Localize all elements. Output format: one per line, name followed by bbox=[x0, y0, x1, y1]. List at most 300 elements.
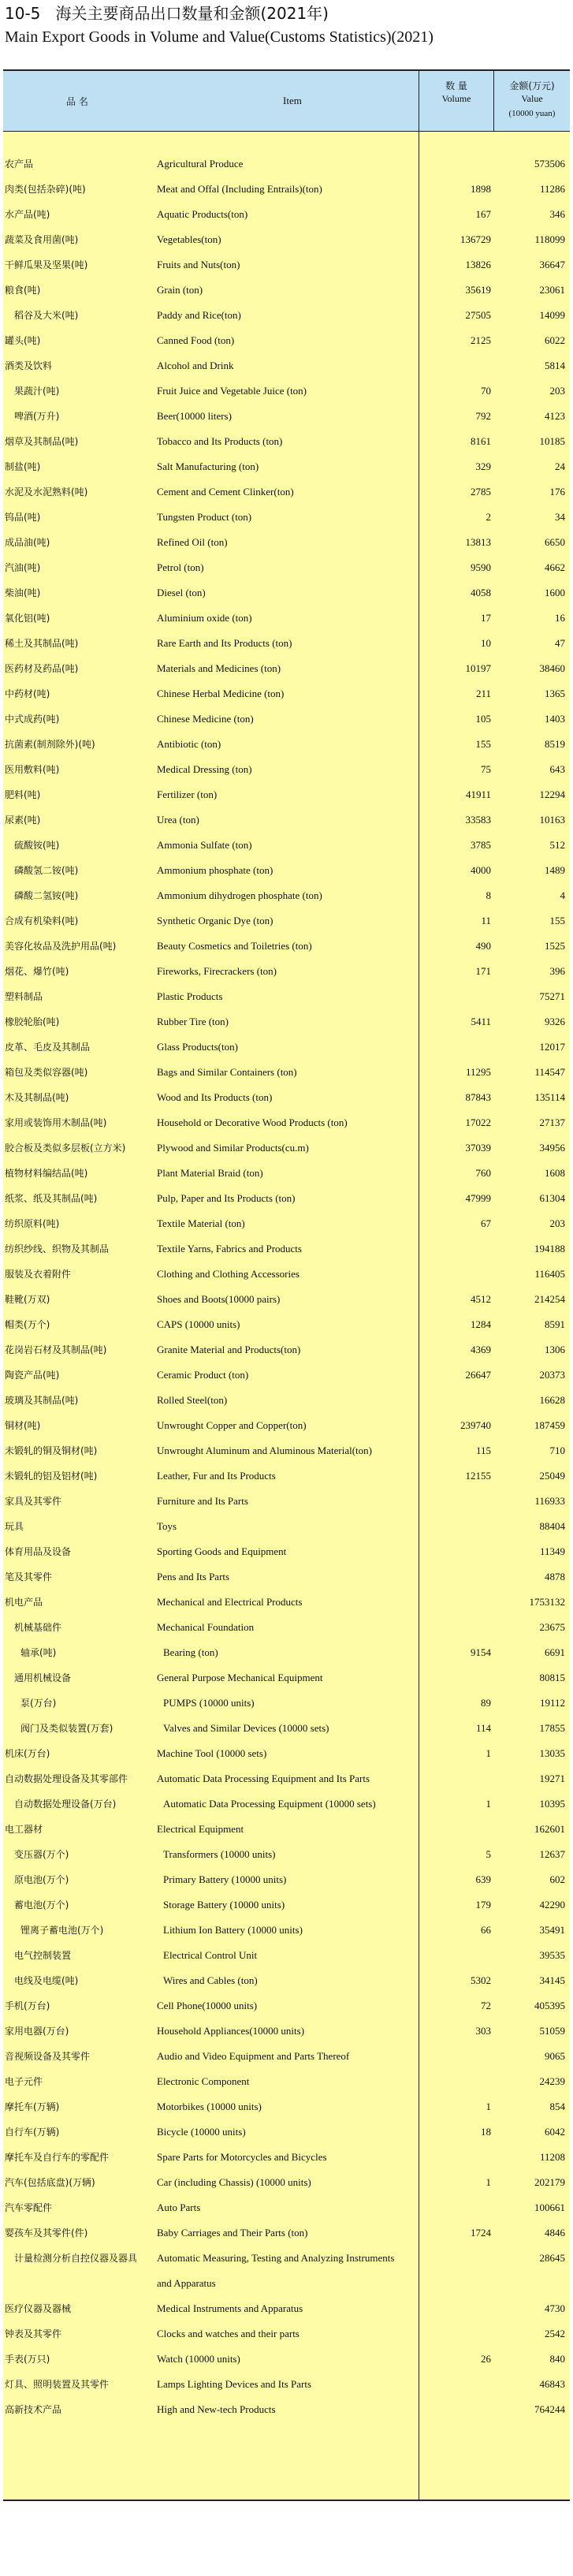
row-item-en: Rare Earth and Its Products (ton) bbox=[157, 637, 292, 649]
row-value: 25049 bbox=[539, 1470, 565, 1482]
table-row bbox=[3, 883, 570, 908]
table-row bbox=[3, 1413, 570, 1438]
row-item-en: Ammonia Sulfate (ton) bbox=[157, 839, 252, 851]
row-item-en: CAPS (10000 units) bbox=[157, 1318, 240, 1330]
row-item-en: Household or Decorative Wood Products (ton) bbox=[157, 1117, 348, 1128]
table-row bbox=[3, 1817, 570, 1842]
row-volume: 2125 bbox=[471, 334, 491, 346]
row-value: 6691 bbox=[545, 1646, 565, 1658]
row-item-cn: 酒类及饮料 bbox=[5, 360, 53, 371]
row-item-cn: 花岗岩石材及其制品(吨) bbox=[5, 1344, 107, 1355]
row-value: 4730 bbox=[545, 2302, 565, 2314]
row-item-en: Textile Yarns, Fabrics and Products bbox=[157, 1243, 302, 1254]
row-item-en: Furniture and Its Parts bbox=[157, 1495, 248, 1507]
table-row bbox=[3, 1009, 570, 1035]
row-item-cn: 烟草及其制品(吨) bbox=[5, 436, 79, 447]
row-item-en: Mechanical Foundation bbox=[157, 1621, 255, 1633]
row-value: 8519 bbox=[545, 738, 565, 750]
row-volume: 2 bbox=[486, 511, 491, 523]
row-item-en: Leather, Fur and Its Products bbox=[157, 1470, 276, 1482]
row-item-en: Aquatic Products(ton) bbox=[157, 208, 248, 220]
row-value: 42290 bbox=[539, 1899, 565, 1911]
table-row bbox=[3, 303, 570, 328]
row-volume: 1724 bbox=[471, 2227, 491, 2239]
row-value: 27137 bbox=[539, 1117, 565, 1128]
header-item-en: Item bbox=[283, 95, 302, 106]
row-volume: 5302 bbox=[471, 1974, 491, 1986]
table-row bbox=[3, 706, 570, 732]
row-item-cn: 粮食(吨) bbox=[5, 285, 41, 296]
row-item-cn: 磷酸二氢铵(吨) bbox=[14, 890, 79, 901]
row-value: 4662 bbox=[545, 561, 565, 573]
row-volume: 10197 bbox=[465, 662, 491, 674]
row-value: 203 bbox=[549, 1217, 565, 1229]
row-volume: 17022 bbox=[465, 1117, 491, 1128]
row-item-en: Automatic Data Processing Equipment and Its Parts bbox=[157, 1773, 370, 1784]
row-volume: 2785 bbox=[471, 486, 491, 498]
table-row bbox=[3, 151, 570, 177]
row-volume: 115 bbox=[475, 1445, 491, 1456]
row-item-cn: 机电产品 bbox=[5, 1597, 43, 1608]
row-value: 35491 bbox=[539, 1924, 565, 1936]
row-volume: 47999 bbox=[465, 1192, 491, 1204]
row-item-en: Auto Parts bbox=[157, 2201, 201, 2213]
row-value: 155 bbox=[549, 915, 565, 926]
table-row bbox=[3, 1892, 570, 1918]
row-item-en: Diesel (ton) bbox=[157, 587, 206, 598]
row-item-en: Beer(10000 liters) bbox=[157, 410, 232, 422]
row-volume: 4512 bbox=[471, 1293, 491, 1305]
row-item-en: Electrical Equipment bbox=[157, 1823, 244, 1835]
row-item-cn: 尿素(吨) bbox=[5, 815, 41, 826]
row-item-cn: 钟表及其零件 bbox=[5, 2328, 62, 2339]
row-value: 38460 bbox=[539, 662, 565, 674]
row-item-en: Unwrought Copper and Copper(ton) bbox=[157, 1419, 307, 1431]
row-volume: 37039 bbox=[465, 1142, 491, 1154]
table-title-cn bbox=[5, 2, 568, 25]
row-value: 34 bbox=[555, 511, 565, 523]
table-row bbox=[3, 1312, 570, 1337]
row-volume: 1898 bbox=[471, 183, 491, 195]
row-value: 1753132 bbox=[529, 1596, 565, 1608]
row-value: 114547 bbox=[534, 1066, 565, 1078]
table-row bbox=[3, 807, 570, 833]
row-item-cn: 成品油(吨) bbox=[5, 537, 50, 548]
row-item-cn: 钨品(吨) bbox=[5, 512, 41, 523]
table-row bbox=[3, 656, 570, 681]
row-item-cn: 手表(万只) bbox=[5, 2354, 50, 2365]
table-row bbox=[3, 1110, 570, 1135]
table-row bbox=[3, 1615, 570, 1640]
row-item-en: Wires and Cables (ton) bbox=[163, 1974, 258, 1986]
row-item-cn: 家用电器(万台) bbox=[5, 2026, 69, 2037]
row-item-en: Bicycle (10000 units) bbox=[157, 2126, 246, 2138]
row-item-en: Refined Oil (ton) bbox=[157, 536, 228, 548]
table-row bbox=[3, 1388, 570, 1413]
row-item-cn: 蓄电池(万个) bbox=[14, 1899, 69, 1911]
row-value: 854 bbox=[549, 2101, 565, 2112]
row-value: 6650 bbox=[545, 536, 565, 548]
row-item-cn: 笔及其零件 bbox=[5, 1571, 53, 1583]
table-row bbox=[3, 1590, 570, 1615]
table-row bbox=[3, 833, 570, 858]
row-item-en: Pens and Its Parts bbox=[157, 1571, 230, 1583]
row-value: 764244 bbox=[534, 2403, 565, 2415]
row-item-en: Electrical Control Unit bbox=[163, 1949, 258, 1961]
row-value: 39535 bbox=[539, 1949, 565, 1961]
table-row bbox=[3, 1363, 570, 1388]
row-volume: 1 bbox=[486, 2176, 491, 2188]
table-row bbox=[3, 908, 570, 934]
row-volume: 4369 bbox=[471, 1344, 491, 1355]
row-item-en: Ceramic Product (ton) bbox=[157, 1369, 249, 1381]
row-volume: 13826 bbox=[465, 259, 491, 270]
table-row bbox=[3, 1337, 570, 1363]
row-item-cn: 稀土及其制品(吨) bbox=[5, 638, 79, 649]
row-volume: 4000 bbox=[471, 864, 491, 876]
row-volume: 9590 bbox=[471, 561, 491, 573]
table-row bbox=[3, 1539, 570, 1564]
table-row bbox=[3, 555, 570, 580]
row-value: 12294 bbox=[539, 788, 565, 800]
row-item-cn: 纺织纱线、织物及其制品 bbox=[5, 1243, 110, 1254]
row-item-en: Chinese Herbal Medicine (ton) bbox=[157, 688, 285, 699]
row-value: 1403 bbox=[545, 713, 565, 725]
row-value: 16628 bbox=[539, 1394, 565, 1406]
row-item-cn: 音视频设备及其零件 bbox=[5, 2051, 91, 2062]
table-row bbox=[3, 505, 570, 530]
row-volume: 105 bbox=[475, 713, 491, 725]
row-item-en: Lamps Lighting Devices and Its Parts bbox=[157, 2378, 312, 2390]
row-value: 405395 bbox=[534, 2000, 565, 2011]
row-item-cn: 肉类(包括杂碎)(吨) bbox=[5, 184, 86, 195]
column-divider-header bbox=[493, 71, 494, 132]
row-volume: 179 bbox=[475, 1899, 491, 1911]
row-value: 116405 bbox=[534, 1268, 565, 1280]
row-volume: 75 bbox=[481, 763, 491, 775]
row-value: 34956 bbox=[539, 1142, 565, 1154]
row-item-en: Plant Material Braid (ton) bbox=[157, 1167, 263, 1179]
table-row bbox=[3, 2397, 570, 2422]
row-item-en: Unwrought Aluminum and Aluminous Material(ton) bbox=[157, 1445, 372, 1456]
export-goods-table bbox=[3, 69, 570, 2501]
row-value: 203 bbox=[549, 385, 565, 397]
row-item-cn: 电气控制装置 bbox=[14, 1950, 72, 1961]
row-item-cn: 纺织原料(吨) bbox=[5, 1218, 60, 1229]
row-value: 4123 bbox=[545, 410, 565, 422]
row-item-en: Electronic Component bbox=[157, 2075, 250, 2087]
table-row bbox=[3, 1186, 570, 1211]
row-item-en: Plywood and Similar Products(cu.m) bbox=[157, 1142, 309, 1154]
table-row bbox=[3, 681, 570, 706]
row-item-en: Antibiotic (ton) bbox=[157, 738, 221, 750]
row-item-cn: 干鲜瓜果及坚果(吨) bbox=[5, 259, 88, 270]
row-item-cn: 手机(万台) bbox=[5, 2000, 50, 2011]
table-row bbox=[3, 278, 570, 303]
row-value: 23675 bbox=[539, 1621, 565, 1633]
table-row bbox=[3, 2246, 570, 2296]
table-row bbox=[3, 1640, 570, 1665]
table-row bbox=[3, 732, 570, 757]
table-row bbox=[3, 429, 570, 454]
row-item-en: Lithium Ion Battery (10000 units) bbox=[163, 1924, 303, 1936]
row-item-cn: 蔬菜及食用菌(吨) bbox=[5, 234, 79, 245]
row-item-en: Mechanical and Electrical Products bbox=[157, 1596, 303, 1608]
table-row bbox=[3, 1161, 570, 1186]
row-value: 80815 bbox=[539, 1672, 565, 1683]
row-item-cn: 原电池(万个) bbox=[14, 1874, 69, 1885]
row-volume: 5 bbox=[486, 1848, 491, 1860]
row-volume: 13813 bbox=[465, 536, 491, 548]
row-value: 88404 bbox=[539, 1520, 565, 1532]
row-value: 19271 bbox=[539, 1773, 565, 1784]
table-row bbox=[3, 606, 570, 631]
row-volume: 11295 bbox=[465, 1066, 491, 1078]
row-item-cn: 水产品(吨) bbox=[5, 209, 50, 220]
row-volume: 67 bbox=[481, 1217, 491, 1229]
row-value: 187459 bbox=[534, 1419, 565, 1431]
row-item-cn: 摩托车及自行车的零配件 bbox=[5, 2152, 110, 2163]
row-item-en: Synthetic Organic Dye (ton) bbox=[157, 915, 273, 926]
row-value: 1525 bbox=[545, 940, 565, 952]
row-item-en: Cell Phone(10000 units) bbox=[157, 2000, 258, 2011]
row-item-en: Salt Manufacturing (ton) bbox=[157, 460, 259, 472]
row-item-cn: 汽油(吨) bbox=[5, 562, 41, 573]
row-value: 202179 bbox=[534, 2176, 565, 2188]
row-value: 12637 bbox=[539, 1848, 565, 1860]
row-value: 28645 bbox=[539, 2252, 565, 2264]
row-item-cn: 植物材料编结品(吨) bbox=[5, 1168, 88, 1179]
row-item-en: Glass Products(ton) bbox=[157, 1041, 238, 1053]
row-item-en: High and New-tech Products bbox=[157, 2403, 276, 2415]
row-item-cn: 橡胶轮胎(吨) bbox=[5, 1016, 60, 1027]
row-item-en: Wood and Its Products (ton) bbox=[157, 1091, 273, 1103]
row-item-en: Ammonium phosphate (ton) bbox=[157, 864, 273, 876]
row-item-cn: 机床(万台) bbox=[5, 1748, 50, 1759]
header-volume-cn: 数 量 bbox=[445, 80, 467, 91]
table-row bbox=[3, 2372, 570, 2397]
row-item-en: Grain (ton) bbox=[157, 284, 203, 296]
row-item-en: Alcohol and Drink bbox=[157, 360, 234, 371]
row-item-en: Household Appliances(10000 units) bbox=[157, 2025, 305, 2037]
row-value: 573506 bbox=[534, 158, 565, 170]
row-item-cn: 稻谷及大米(吨) bbox=[14, 310, 79, 321]
row-value: 162601 bbox=[534, 1823, 565, 1835]
row-value: 24 bbox=[555, 460, 565, 472]
row-item-en: Canned Food (ton) bbox=[157, 334, 235, 346]
table-row bbox=[3, 959, 570, 984]
row-item-cn: 硫酸铵(吨) bbox=[14, 840, 60, 851]
row-value: 8591 bbox=[545, 1318, 565, 1330]
row-volume: 490 bbox=[475, 940, 491, 952]
table-row bbox=[3, 757, 570, 782]
row-item-en: Petrol (ton) bbox=[157, 561, 204, 573]
row-item-cn: 变压器(万个) bbox=[14, 1849, 69, 1860]
row-value: 13035 bbox=[539, 1747, 565, 1759]
row-volume: 8161 bbox=[471, 435, 491, 447]
row-item-cn: 玻璃及其制品(吨) bbox=[5, 1395, 79, 1406]
table-row bbox=[3, 1842, 570, 1867]
row-item-en: Bags and Similar Containers (ton) bbox=[157, 1066, 297, 1078]
row-item-cn: 氧化铝(吨) bbox=[5, 613, 50, 624]
row-value: 176 bbox=[549, 486, 565, 498]
row-item-cn: 胶合板及类似多层板(立方米) bbox=[5, 1143, 126, 1154]
table-row bbox=[3, 2321, 570, 2347]
row-item-en: Fertilizer (ton) bbox=[157, 788, 218, 800]
row-value: 214254 bbox=[534, 1293, 565, 1305]
row-item-en: Chinese Medicine (ton) bbox=[157, 713, 254, 725]
row-value: 36647 bbox=[539, 259, 565, 270]
row-item-en: Clocks and watches and their parts bbox=[157, 2328, 300, 2339]
row-value: 11349 bbox=[539, 1545, 565, 1557]
row-item-en: Fruits and Nuts(ton) bbox=[157, 259, 240, 270]
row-item-en: Clothing and Clothing Accessories bbox=[157, 1268, 300, 1280]
table-row bbox=[3, 378, 570, 404]
table-row bbox=[3, 404, 570, 429]
row-volume: 760 bbox=[475, 1167, 491, 1179]
row-item-cn: 医药材及药品(吨) bbox=[5, 663, 79, 674]
table-title-en: Main Export Goods in Volume and Value(Customs Statistics)(2021) bbox=[5, 28, 433, 46]
row-item-en: Pulp, Paper and Its Products (ton) bbox=[157, 1192, 296, 1204]
row-volume: 70 bbox=[481, 385, 491, 397]
table-row bbox=[3, 2296, 570, 2321]
header-volume-en: Volume bbox=[441, 93, 471, 104]
row-volume: 66 bbox=[481, 1924, 491, 1936]
table-row bbox=[3, 1766, 570, 1791]
table-row bbox=[3, 2019, 570, 2044]
row-item-en: Medical Dressing (ton) bbox=[157, 763, 252, 775]
row-item-cn: 体育用品及设备 bbox=[5, 1546, 72, 1557]
row-volume: 87843 bbox=[465, 1091, 491, 1103]
table-row bbox=[3, 227, 570, 252]
row-volume: 33583 bbox=[465, 814, 491, 826]
row-item-cn: 鞋靴(万双) bbox=[5, 1294, 50, 1305]
row-volume: 167 bbox=[475, 208, 491, 220]
row-volume: 211 bbox=[475, 688, 491, 699]
row-item-cn: 医疗仪器及器械 bbox=[5, 2303, 72, 2314]
table-row bbox=[3, 1665, 570, 1691]
row-volume: 11 bbox=[481, 915, 491, 926]
table-row bbox=[3, 1968, 570, 1993]
row-item-en: Watch (10000 units) bbox=[157, 2353, 240, 2365]
table-row bbox=[3, 1489, 570, 1514]
row-item-en: Fireworks, Firecrackers (ton) bbox=[157, 965, 277, 977]
row-item-cn: 灯具、照明装置及其零件 bbox=[5, 2379, 110, 2390]
table-row bbox=[3, 1438, 570, 1463]
row-item-cn: 抗菌素(制剂除外)(吨) bbox=[5, 739, 95, 750]
row-item-en: General Purpose Mechanical Equipment bbox=[157, 1672, 323, 1683]
row-volume: 3785 bbox=[471, 839, 491, 851]
row-item-cn: 通用机械设备 bbox=[14, 1672, 72, 1683]
row-item-cn: 农产品 bbox=[5, 158, 34, 170]
row-volume: 89 bbox=[481, 1697, 491, 1709]
row-value: 12017 bbox=[539, 1041, 565, 1053]
row-item-en: Spare Parts for Motorcycles and Bicycles bbox=[157, 2151, 327, 2163]
table-row bbox=[3, 2069, 570, 2094]
row-item-en: Vegetables(ton) bbox=[157, 233, 221, 245]
row-item-cn: 医用敷料(吨) bbox=[5, 764, 60, 775]
table-row bbox=[3, 2347, 570, 2372]
row-item-cn: 玩具 bbox=[5, 1521, 24, 1532]
row-value: 9326 bbox=[545, 1016, 565, 1027]
table-row bbox=[3, 1085, 570, 1110]
table-row bbox=[3, 454, 570, 479]
row-volume: 26 bbox=[481, 2353, 491, 2365]
row-value: 14099 bbox=[539, 309, 565, 321]
table-row bbox=[3, 984, 570, 1009]
row-item-cn: 汽车(包括底盘)(万辆) bbox=[5, 2177, 95, 2188]
row-volume: 72 bbox=[481, 2000, 491, 2011]
row-item-en: Rolled Steel(ton) bbox=[157, 1394, 228, 1406]
row-value: 9065 bbox=[545, 2050, 565, 2062]
row-volume: 18 bbox=[481, 2126, 491, 2138]
row-item-cn: 纸浆、纸及其制品(吨) bbox=[5, 1193, 98, 1204]
row-item-cn: 锂离子蓄电池(万个) bbox=[20, 1925, 104, 1936]
row-item-cn: 罐头(吨) bbox=[5, 335, 41, 346]
row-value: 4 bbox=[560, 889, 565, 901]
table-row bbox=[3, 1060, 570, 1085]
row-value: 643 bbox=[549, 763, 565, 775]
table-row bbox=[3, 1287, 570, 1312]
row-item-cn: 美容化妆品及洗护用品(吨) bbox=[5, 941, 117, 952]
table-row bbox=[3, 1918, 570, 1943]
row-item-cn: 中药材(吨) bbox=[5, 688, 50, 699]
row-item-cn: 陶瓷产品(吨) bbox=[5, 1370, 60, 1381]
row-item-en: Automatic Data Processing Equipment (10000 sets) bbox=[163, 1798, 376, 1810]
row-value: 1489 bbox=[545, 864, 565, 876]
row-item-cn: 中式成药(吨) bbox=[5, 714, 60, 725]
table-row bbox=[3, 1867, 570, 1892]
row-volume: 239740 bbox=[460, 1419, 491, 1431]
row-item-cn: 烟花、爆竹(吨) bbox=[5, 966, 69, 977]
row-value: 11286 bbox=[539, 183, 565, 195]
table-row bbox=[3, 2145, 570, 2170]
table-header bbox=[3, 71, 570, 132]
header-value-en: Value bbox=[521, 93, 543, 104]
row-item-cn: 摩托车(万辆) bbox=[5, 2101, 60, 2112]
row-volume: 1 bbox=[486, 2101, 491, 2112]
table-title-chinese: 海关主要商品出口数量和金额(2021年) bbox=[55, 4, 329, 23]
row-item-en: Motorbikes (10000 units) bbox=[157, 2101, 262, 2112]
table-row bbox=[3, 328, 570, 353]
row-item-cn: 制盐(吨) bbox=[5, 461, 41, 472]
header-value-cn: 金额(万元) bbox=[509, 80, 555, 91]
row-item-cn: 电线及电缆(吨) bbox=[14, 1975, 79, 1986]
row-value: 4846 bbox=[545, 2227, 565, 2239]
row-item-cn: 合成有机染料(吨) bbox=[5, 915, 79, 926]
row-item-en: Car (including Chassis) (10000 units) bbox=[157, 2176, 311, 2188]
header-item-cn: 品 名 bbox=[66, 96, 88, 107]
table-row bbox=[3, 1262, 570, 1287]
row-value: 100661 bbox=[534, 2201, 565, 2213]
row-item-cn: 泵(万台) bbox=[20, 1698, 57, 1709]
row-item-cn: 机械基础件 bbox=[14, 1622, 62, 1633]
row-volume: 1284 bbox=[471, 1318, 491, 1330]
row-value: 10185 bbox=[539, 435, 565, 447]
row-item-cn: 高新技术产品 bbox=[5, 2404, 62, 2415]
row-value: 1306 bbox=[545, 1344, 565, 1355]
row-item-en: Urea (ton) bbox=[157, 814, 199, 826]
row-item-en: Automatic Measuring, Testing and Analyzing Instruments and Apparatus bbox=[157, 2252, 395, 2289]
row-item-cn: 肥料(吨) bbox=[5, 789, 41, 800]
row-value: 23061 bbox=[539, 284, 565, 296]
row-volume: 8 bbox=[486, 889, 491, 901]
row-value: 47 bbox=[555, 637, 565, 649]
row-item-en: Beauty Cosmetics and Toiletries (ton) bbox=[157, 940, 312, 952]
row-value: 118099 bbox=[534, 233, 565, 245]
row-value: 10395 bbox=[539, 1798, 565, 1810]
row-item-en: Agricultural Produce bbox=[157, 158, 244, 170]
